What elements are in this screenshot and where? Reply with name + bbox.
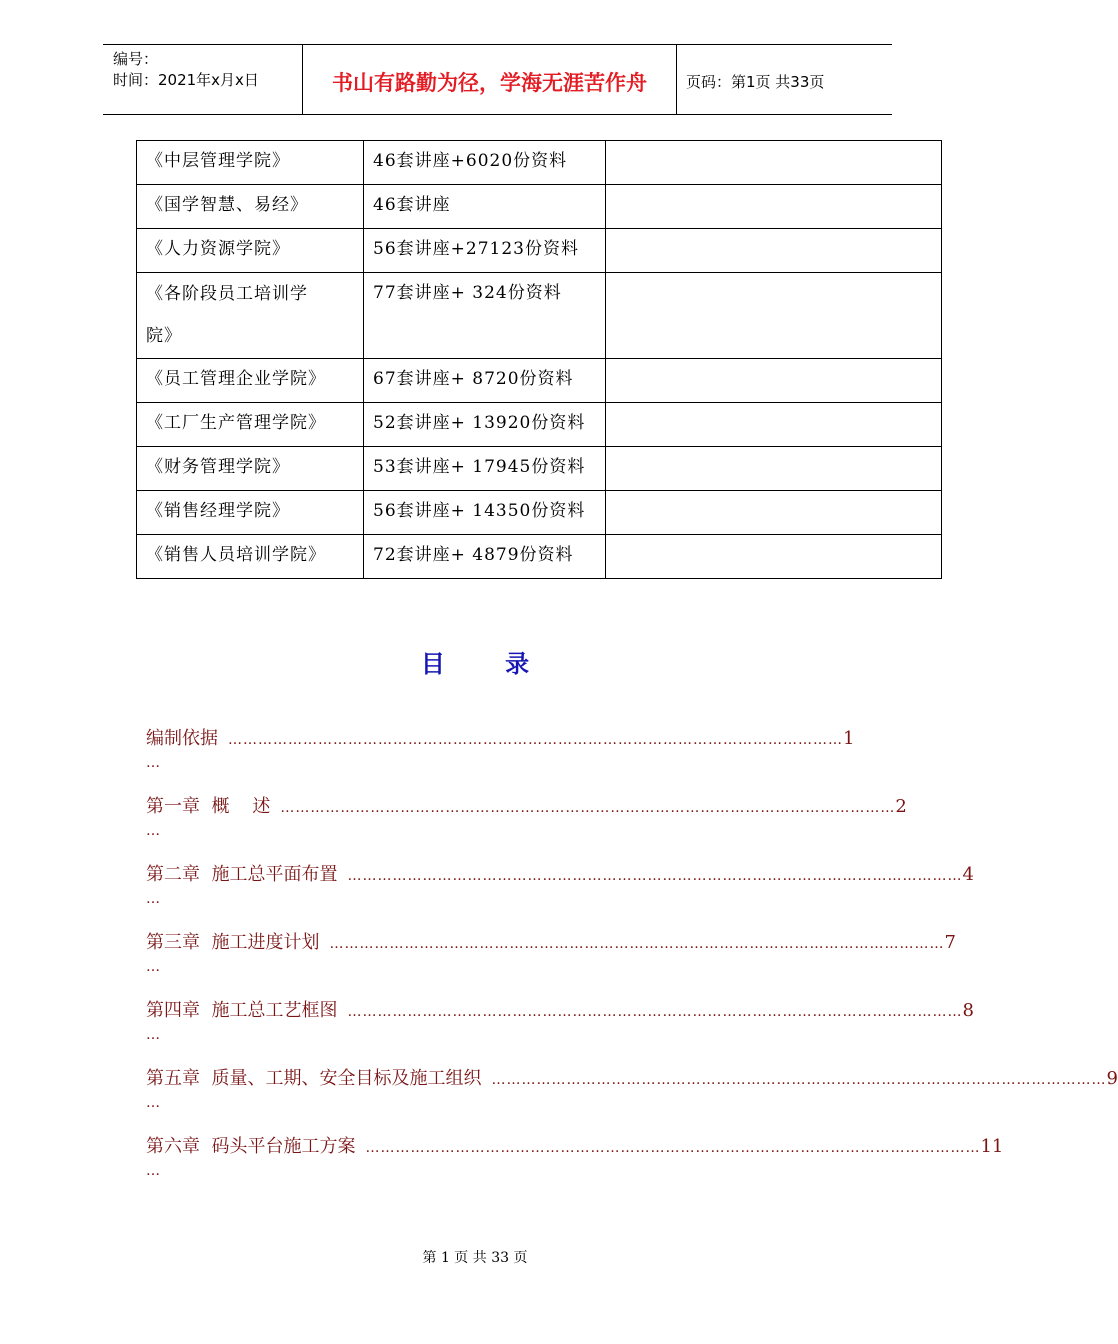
- toc-entry-label[interactable]: 第二章 施工总平面布置: [146, 864, 338, 885]
- course-note: [606, 229, 942, 273]
- header-motto: 书山有路勤为径，学海无涯苦作舟: [303, 45, 677, 114]
- course-name: 《销售人员培训学院》: [137, 535, 364, 579]
- toc-entry[interactable]: [146, 792, 907, 860]
- course-content: 77套讲座+ 324份资料: [364, 273, 606, 359]
- toc-entry[interactable]: [146, 928, 956, 996]
- toc-leader-continuation: …: [146, 1163, 161, 1179]
- toc-title-left: 目: [420, 650, 445, 678]
- course-content: 46套讲座: [364, 185, 606, 229]
- toc-entry-page[interactable]: 4: [962, 864, 974, 885]
- toc-leader-dots: ……………………………………………………………………………………………………………: [329, 936, 945, 952]
- toc-entry-label[interactable]: 编制依据: [146, 728, 218, 749]
- course-note: [606, 535, 942, 579]
- toc-entry[interactable]: [146, 1064, 1118, 1132]
- header-page-info: 页码：第1页 共33页: [686, 73, 825, 91]
- course-name-line: 《各阶段员工培训学: [146, 284, 308, 304]
- course-note: [606, 273, 942, 359]
- course-name: [137, 273, 364, 359]
- table-row: [137, 273, 942, 359]
- course-name: 《中层管理学院》: [137, 141, 364, 185]
- course-content: 46套讲座+6020份资料: [364, 141, 606, 185]
- page-footer: 第 1 页 共 33 页: [422, 1250, 528, 1266]
- course-content: 52套讲座+ 13920份资料: [364, 403, 606, 447]
- toc-entry[interactable]: [146, 996, 974, 1064]
- toc-leader-dots: ……………………………………………………………………………………………………………: [347, 868, 963, 884]
- table-row: [137, 359, 942, 403]
- course-name: 《销售经理学院》: [137, 491, 364, 535]
- toc-entry-page[interactable]: 7: [944, 932, 956, 953]
- toc-leader-continuation: …: [146, 823, 161, 839]
- course-name: 《员工管理企业学院》: [137, 359, 364, 403]
- course-name: 《人力资源学院》: [137, 229, 364, 273]
- table-row: [137, 141, 942, 185]
- table-row: [137, 535, 942, 579]
- course-content: 56套讲座+ 14350份资料: [364, 491, 606, 535]
- toc-entry-label[interactable]: 第六章 码头平台施工方案: [146, 1136, 356, 1157]
- course-name: 《工厂生产管理学院》: [137, 403, 364, 447]
- toc-entry-page[interactable]: 9: [1106, 1068, 1118, 1089]
- page-header: [103, 44, 892, 115]
- toc-leader-dots: ……………………………………………………………………………………………………………: [228, 732, 843, 748]
- course-content: 67套讲座+ 8720份资料: [364, 359, 606, 403]
- toc-entry[interactable]: [146, 860, 974, 928]
- table-row: [137, 185, 942, 229]
- toc-leader-dots: ……………………………………………………………………………………………………………: [347, 1004, 963, 1020]
- toc-leader-dots: ……………………………………………………………………………………………………………: [280, 800, 896, 816]
- table-row: [137, 403, 942, 447]
- toc-entry[interactable]: [146, 724, 855, 792]
- toc-entry[interactable]: [146, 1132, 1004, 1200]
- table-row: [137, 229, 942, 273]
- toc-entry-page[interactable]: 2: [895, 796, 907, 817]
- course-note: [606, 141, 942, 185]
- course-name-line: 院》: [146, 326, 182, 346]
- toc-entry-label[interactable]: 第三章 施工进度计划: [146, 932, 320, 953]
- toc-leader-continuation: …: [146, 959, 161, 975]
- toc-entry-label[interactable]: 第四章 施工总工艺框图: [146, 1000, 338, 1021]
- toc-leader-continuation: …: [146, 1095, 161, 1111]
- course-note: [606, 447, 942, 491]
- course-note: [606, 359, 942, 403]
- toc-entry-label[interactable]: 第一章 概 述: [146, 796, 271, 817]
- toc-entry-page[interactable]: 1: [843, 728, 855, 749]
- course-note: [606, 403, 942, 447]
- course-note: [606, 185, 942, 229]
- course-content: 72套讲座+ 4879份资料: [364, 535, 606, 579]
- toc-entry-page[interactable]: 11: [980, 1136, 1004, 1157]
- course-content: 56套讲座+27123份资料: [364, 229, 606, 273]
- course-content: 53套讲座+ 17945份资料: [364, 447, 606, 491]
- course-note: [606, 491, 942, 535]
- table-row: [137, 447, 942, 491]
- table-row: [137, 491, 942, 535]
- toc-title-right: 录: [505, 650, 530, 678]
- toc-leader-dots: ……………………………………………………………………………………………………………: [491, 1072, 1107, 1088]
- toc-leader-continuation: …: [146, 755, 161, 771]
- toc-entry-page[interactable]: 8: [962, 1000, 974, 1021]
- header-meta: [103, 45, 303, 114]
- toc-title: [0, 644, 950, 679]
- course-name: 《财务管理学院》: [137, 447, 364, 491]
- toc-entry-label[interactable]: 第五章 质量、工期、安全目标及施工组织: [146, 1068, 482, 1089]
- number-label: 编号：: [113, 50, 159, 68]
- toc-leader-continuation: …: [146, 1027, 161, 1043]
- toc-leader-dots: ……………………………………………………………………………………………………………: [365, 1140, 981, 1156]
- course-name: 《国学智慧、易经》: [137, 185, 364, 229]
- time-label: 时间：2021年x月x日: [113, 71, 259, 89]
- toc-leader-continuation: …: [146, 891, 161, 907]
- table-of-contents: [146, 724, 1118, 1200]
- course-table: [136, 140, 942, 579]
